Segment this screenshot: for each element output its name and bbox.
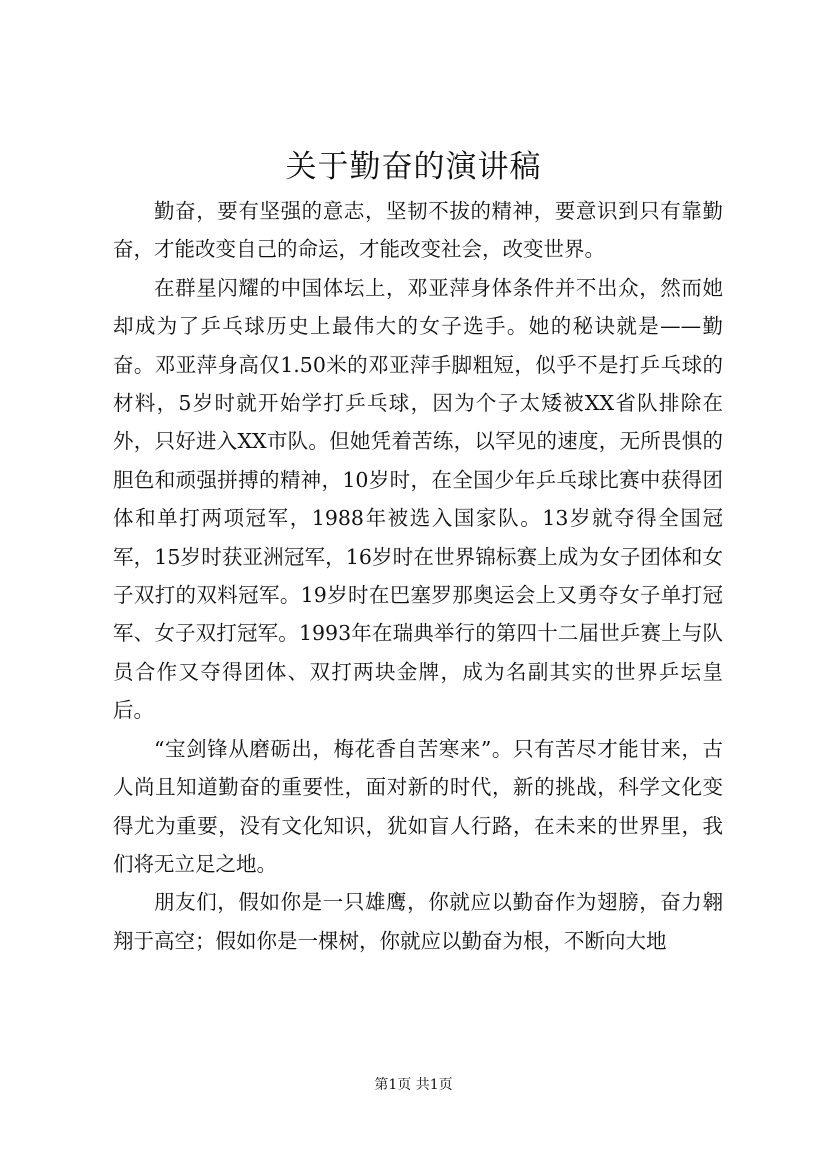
paragraph-intro: 勤奋，要有坚强的意志，坚韧不拔的精神，要意识到只有靠勤奋，才能改变自己的命运，才能改变社会，改变世界。 (113, 199, 723, 262)
page-number-footer: 第1页 共1页 (374, 1077, 453, 1093)
document-title: 关于勤奋的演讲稿 (285, 149, 542, 185)
paragraph-friends: 朋友们，假如你是一只雄鹰，你就应以勤奋作为翅膀，奋力翱翔于高空；假如你是一棵树，你就应以勤奋为根，不断向大地 (113, 890, 723, 953)
paragraph-deng-yaping: 在群星闪耀的中国体坛上，邓亚萍身体条件并不出众，然而她却成为了乒乓球历史上最伟大的女子选手。她的秘诀就是——勤奋。邓亚萍身高仅1.50米的邓亚萍手脚粗短，似乎不是打乒乓球的材料，5岁时就开始学打乒乓球，因为个子太矮被XX省队排除在外，只好进入XX市队。但她凭着苦练，以罕见的速度，无所畏惧的胆色和顽强拼搏的精神，10岁时，在全国少年乒乓球比赛中获得团体和单打两项冠军，1988年被选入国家队。13岁就夺得全国冠军，15岁时获亚洲冠军，16岁时在世界锦标赛上成为女子团体和女子双打的双料冠军。19岁时在巴塞罗那奥运会上又勇夺女子单打冠军、女子双打冠军。1993年在瑞典举行的第四十二届世乒赛上与队员合作又夺得团体、双打两块金牌，成为名副其实的世界乒坛皇后。 (113, 275, 723, 723)
document-body (113, 192, 723, 960)
paragraph-proverb: “宝剑锋从磨砺出，梅花香自苦寒来”。只有苦尽才能甘来，古人尚且知道勤奋的重要性，面对新的时代，新的挑战，科学文化变得尤为重要，没有文化知识，犹如盲人行路，在未来的世界里，我们将无立足之地。 (113, 736, 723, 876)
